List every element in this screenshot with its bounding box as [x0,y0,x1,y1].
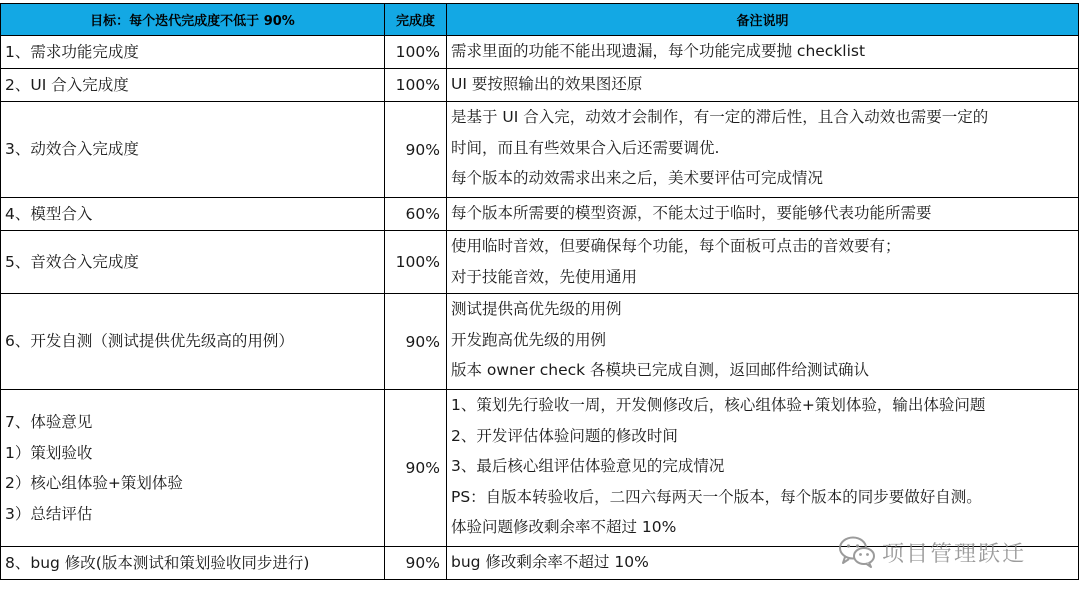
item-cell [1,102,385,198]
header-goal: 目标：每个迭代完成度不低于 90% [1,4,385,36]
item-text: 5、音效合入完成度 [5,252,139,271]
note-cell [447,69,1079,102]
item-text: 2、UI 合入完成度 [5,75,129,94]
table-row [1,390,1079,547]
completion-cell: 100% [385,69,447,102]
completion-cell: 90% [385,294,447,390]
note-text: 每个版本的动效需求出来之后，美术要评估可完成情况 [451,169,824,187]
note-text: bug 修改剩余率不超过 10% [451,553,649,571]
note-cell [447,294,1079,390]
goal-table [0,3,1079,580]
note-text: 版本 owner check 各模块已完成自测，返回邮件给测试确认 [451,361,870,379]
note-cell [447,231,1079,294]
table-row [1,198,1079,231]
item-cell [1,231,385,294]
item-text: 4、模型合入 [5,204,93,223]
table-header-row [1,4,1079,36]
completion-cell: 100% [385,36,447,69]
note-cell [447,102,1079,198]
note-text: PS：自版本转验收后，二四六每两天一个版本，每个版本的同步要做好自测。 [451,487,982,506]
note-text: 测试提供高优先级的用例 [451,300,622,318]
item-text: 3、动效合入完成度 [5,140,139,159]
item-cell [1,294,385,390]
note-text: 2、开发评估体验问题的修改时间 [451,426,678,445]
item-text: 1）策划验收 [5,443,93,462]
item-cell [1,69,385,102]
completion-cell: 100% [385,231,447,294]
note-text: 3、最后核心组评估体验意见的完成情况 [451,457,725,475]
table-row [1,231,1079,294]
note-text: 1、策划先行验收一周，开发侧修改后，核心组体验+策划体验，输出体验问题 [451,396,986,414]
note-text: 对于技能音效，先使用通用 [451,267,638,286]
table-row [1,294,1079,390]
note-text: 体验问题修改剩余率不超过 10% [451,518,677,536]
table-row [1,69,1079,102]
completion-cell: 90% [385,390,447,547]
note-text: 使用临时音效，但要确保每个功能，每个面板可点击的音效要有； [451,237,901,255]
item-text: 8、bug 修改(版本测试和策划验收同步进行) [5,553,310,572]
note-cell [447,36,1079,69]
item-cell [1,547,385,580]
table-row [1,36,1079,69]
item-text: 2）核心组体验+策划体验 [5,474,183,492]
note-cell [447,198,1079,231]
item-text: 3）总结评估 [5,504,93,523]
note-cell [447,390,1079,547]
item-text: 1、需求功能完成度 [5,42,139,61]
item-text: 6、开发自测（测试提供优先级高的用例） [5,332,294,351]
watermark-text: 项目管理跃迁 [882,541,1027,567]
item-text: 7、体验意见 [5,413,93,431]
note-text: 每个版本所需要的模型资源，不能太过于临时，要能够代表功能所需要 [451,204,932,222]
wechat-icon [838,535,876,569]
table-body [1,36,1079,580]
note-text: UI 要按照输出的效果图还原 [451,75,643,93]
item-cell [1,36,385,69]
note-text: 开发跑高优先级的用例 [451,330,607,349]
note-text: 是基于 UI 合入完，动效才会制作，有一定的滞后性，且合入动效也需要一定的 [451,108,989,126]
header-notes: 备注说明 [447,4,1079,36]
note-text: 需求里面的功能不能出现遗漏，每个功能完成要抛 checklist [451,42,866,60]
note-text: 时间，而且有些效果合入后还需要调优. [451,138,720,157]
item-cell [1,390,385,547]
item-cell [1,198,385,231]
watermark [838,532,1026,572]
completion-cell: 60% [385,198,447,231]
completion-cell: 90% [385,547,447,580]
completion-cell: 90% [385,102,447,198]
table-row [1,102,1079,198]
header-completion: 完成度 [385,4,447,36]
